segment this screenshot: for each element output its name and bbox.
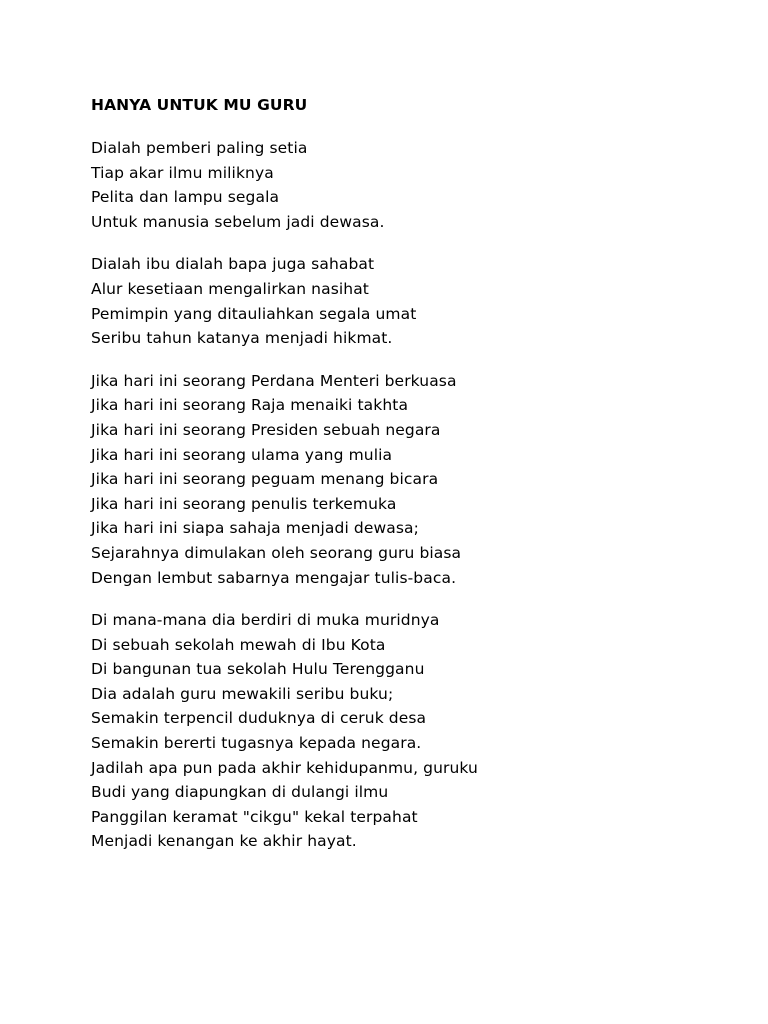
poem-title: HANYA UNTUK MU GURU	[91, 96, 308, 114]
poem-line: Jika hari ini seorang ulama yang mulia	[91, 445, 393, 464]
poem-line: Semakin terpencil duduknya di ceruk desa	[91, 709, 427, 728]
poem-line: Pelita dan lampu segala	[91, 188, 280, 207]
stanza-4	[91, 608, 731, 854]
poem-line: Di sebuah sekolah mewah di Ibu Kota	[91, 635, 386, 654]
poem-line: Alur kesetiaan mengalirkan nasihat	[91, 279, 369, 298]
poem-line: Jika hari ini seorang penulis terkemuka	[91, 494, 397, 513]
poem-line: Jika hari ini siapa sahaja menjadi dewasa;	[91, 519, 419, 538]
poem-line: Jika hari ini seorang peguam menang bicara	[91, 470, 439, 489]
poem-line: Panggilan keramat "cikgu" kekal terpahat	[91, 807, 418, 826]
poem-line: Semakin bererti tugasnya kepada negara.	[91, 734, 422, 753]
poem-line: Untuk manusia sebelum jadi dewasa.	[91, 212, 385, 231]
poem-line: Di mana-mana dia berdiri di muka muridnya	[91, 611, 440, 630]
poem-line: Dialah pemberi paling setia	[91, 139, 308, 157]
poem-line: Seribu tahun katanya menjadi hikmat.	[91, 329, 393, 348]
poem-line: Pemimpin yang ditauliahkan segala umat	[91, 304, 417, 323]
poem-line: Jika hari ini seorang Perdana Menteri berkuasa	[91, 371, 457, 390]
poem-line: Di bangunan tua sekolah Hulu Terengganu	[91, 660, 425, 679]
poem-line: Menjadi kenangan ke akhir hayat.	[91, 832, 357, 851]
stanza-1	[91, 136, 731, 234]
poem-line: Jika hari ini seorang Presiden sebuah negara	[91, 420, 441, 439]
poem-line: Tiap akar ilmu miliknya	[91, 163, 274, 182]
stanza-2	[91, 252, 731, 350]
poem-line: Sejarahnya dimulakan oleh seorang guru biasa	[91, 543, 462, 562]
poem-line: Dialah ibu dialah bapa juga sahabat	[91, 255, 375, 274]
poem	[91, 93, 731, 872]
poem-line: Jika hari ini seorang Raja menaiki takhta	[91, 396, 409, 415]
poem-line: Jadilah apa pun pada akhir kehidupanmu, guruku	[91, 758, 478, 777]
stanza-3	[91, 369, 731, 590]
poem-line: Budi yang diapungkan di dulangi ilmu	[91, 783, 389, 802]
poem-line: Dia adalah guru mewakili seribu buku;	[91, 684, 394, 703]
poem-line: Dengan lembut sabarnya mengajar tulis-baca.	[91, 568, 457, 587]
